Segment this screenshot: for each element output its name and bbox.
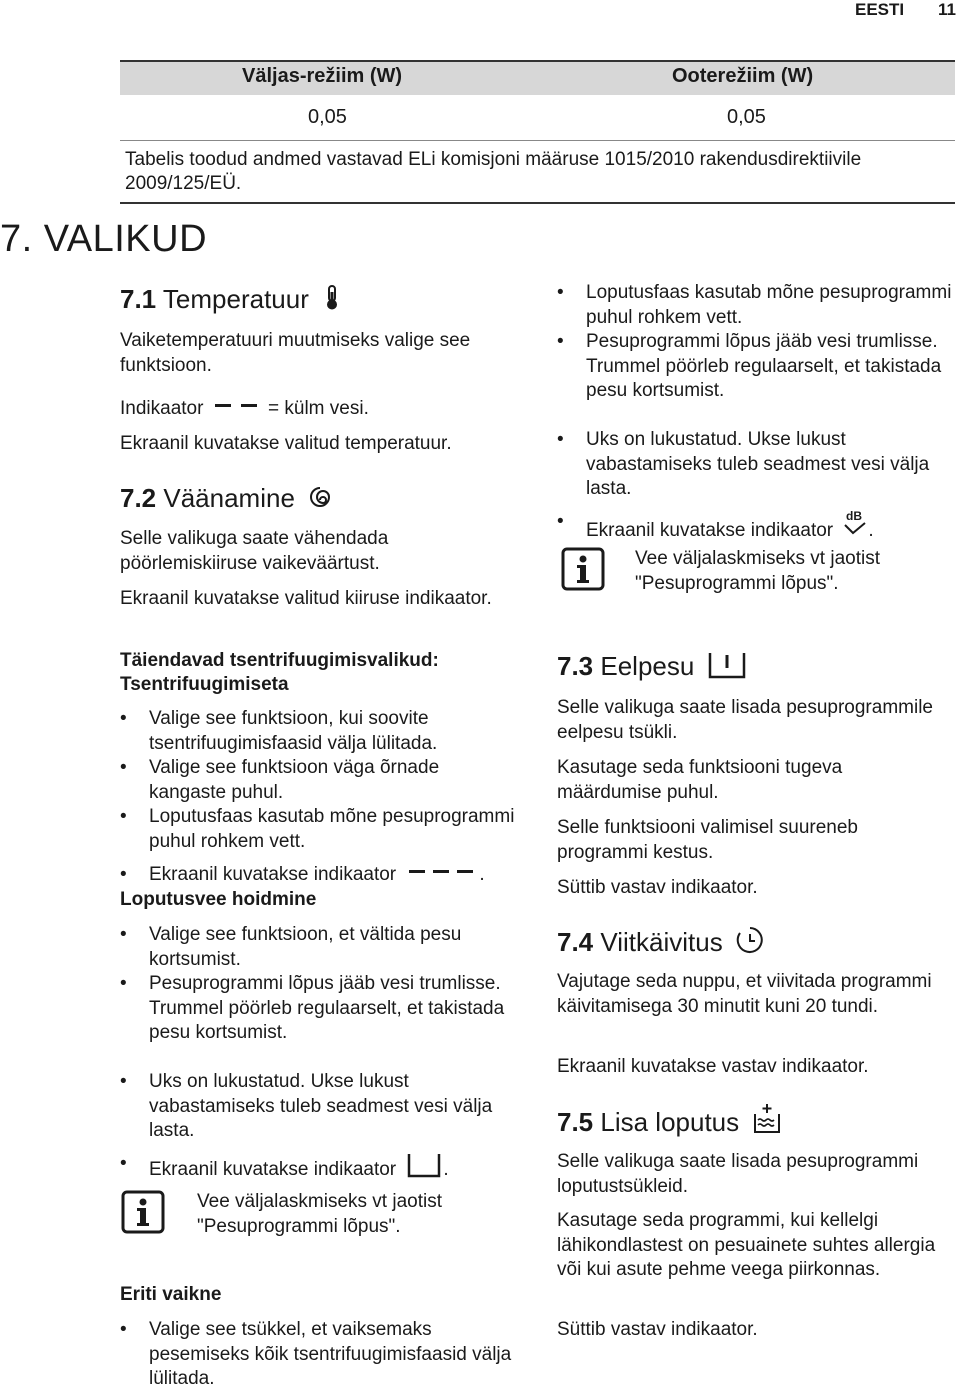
prewash-text-3: Selle funktsiooni valimisel suureneb programmi kestus. <box>557 817 858 863</box>
heading-number: 7.2 <box>120 483 157 513</box>
list-item: • Loputusfaas kasutab mõne pesuprogrammi puhul rohkem vett. <box>120 806 515 852</box>
heading-number: 7.1 <box>120 284 157 314</box>
cold-water-label: = külm vesi. <box>268 398 369 419</box>
heading-temperature <box>120 284 342 314</box>
prewash-text-4: Süttib vastav indikaator. <box>557 877 758 898</box>
heading-text: Lisa loputus <box>593 1107 740 1137</box>
dash-dash-indicator-icon <box>213 402 259 412</box>
heading-delay-start <box>557 926 764 957</box>
extra-rinse-text-3: Süttib vastav indikaator. <box>557 1319 758 1340</box>
heading-text: Eelpesu <box>593 651 695 681</box>
list-item: • Valige see funktsioon, kui soovite tsentrifuugimisfaasid välja lülitada. <box>120 708 438 754</box>
list-item: • Uks on lukustatud. Ukse lukust vabastamiseks tuleb seadmest vesi välja lasta. <box>120 1071 493 1141</box>
info-note-2: Vee väljalaskmiseks vt jaotist "Pesuprogrammi lõpus". <box>635 548 880 594</box>
table-row-rule <box>120 140 955 141</box>
extra-spin-options-heading: Täiendavad tsentrifuugimisvalikud: <box>120 650 439 671</box>
list-item: • Valige see funktsioon, et vältida pesu kortsumist. <box>120 924 462 970</box>
extra-quiet-indicator-icon <box>842 510 868 538</box>
table-bottom-rule <box>120 202 955 204</box>
prewash-text-2: Kasutage seda funktsiooni tugeva määrdumise puhul. <box>557 757 843 803</box>
rinse-hold-indicator-icon <box>407 1152 441 1178</box>
spin-text-2: Ekraanil kuvatakse valitud kiiruse indikaator. <box>120 588 492 609</box>
list-item: • Ekraanil kuvatakse indikaator dB . <box>557 509 874 541</box>
heading-number: 7.3 <box>557 651 594 681</box>
spin-text-1: Selle valikuga saate vähendada pöörlemiskiiruse vaikeväärtust. <box>120 528 389 574</box>
heading-text: Temperatuur <box>156 284 309 314</box>
list-item: • Uks on lukustatud. Ukse lukust vabastamiseks tuleb seadmest vesi välja lasta. <box>557 429 930 499</box>
no-spin-heading: Tsentrifuugimiseta <box>120 674 289 695</box>
svg-text:dB: dB <box>846 509 863 523</box>
list-item: • Valige see tsükkel, et vaiksemaks pesemiseks kõik tsentrifuugimisfaasid välja lülitada. <box>120 1319 512 1389</box>
temperature-text-2 <box>120 397 520 422</box>
header-page-number: 11 <box>938 0 956 19</box>
prewash-icon <box>708 651 748 679</box>
extra-rinse-text-2: Kasutage seda programmi, kui kellelgi lähikondlastest on pesuainete suhtes allergia või kui asute pehme veega piirkonnas. <box>557 1210 936 1280</box>
header-language: EESTI <box>855 0 905 19</box>
clock-icon <box>736 926 764 954</box>
list-item: • Pesuprogrammi lõpus jääb vesi trumlisse. Trummel pöörleb regulaarselt, et takistada pesu kortsumist. <box>120 973 505 1043</box>
table-cell-off-mode: 0,05 <box>308 106 347 128</box>
table-cell-standby-mode: 0,05 <box>727 106 766 128</box>
table-header-standby-mode: Ooterežiim (W) <box>672 65 814 87</box>
extra-quiet-heading: Eriti vaikne <box>120 1284 222 1305</box>
info-icon <box>121 1190 165 1234</box>
heading-spin <box>120 483 332 513</box>
heading-number: 7.5 <box>557 1107 594 1137</box>
temperature-text-3: Ekraanil kuvatakse valitud temperatuur. <box>120 433 452 454</box>
thermometer-icon <box>322 285 342 311</box>
info-icon <box>561 547 605 591</box>
list-item: • Valige see funktsioon väga õrnade kangaste puhul. <box>120 757 440 803</box>
heading-text: Viitkäivitus <box>593 927 723 957</box>
section-title: 7. VALIKUD <box>0 218 208 260</box>
table-note: Tabelis toodud andmed vastavad ELi komisjoni määruse 1015/2010 rakendusdirektiivile 2009/125/EÜ. <box>125 149 862 194</box>
extra-rinse-icon <box>752 1104 782 1134</box>
extra-rinse-text-1: Selle valikuga saate lisada pesuprogrammi loputustsükleid. <box>557 1151 919 1197</box>
temperature-text-1: Vaiketemperatuuri muutmiseks valige see funktsioon. <box>120 330 471 376</box>
info-note-1: Vee väljalaskmiseks vt jaotist "Pesuprogrammi lõpus". <box>197 1191 442 1237</box>
prewash-text-1: Selle valikuga saate lisada pesuprogrammile eelpesu tsükli. <box>557 697 933 743</box>
triple-dash-indicator-icon <box>407 868 477 878</box>
list-item: • Ekraanil kuvatakse indikaator . <box>120 864 485 885</box>
table-header-off-mode: Väljas-režiim (W) <box>242 65 403 87</box>
list-item: • Ekraanil kuvatakse indikaator . <box>120 1153 449 1180</box>
heading-extra-rinse <box>557 1104 782 1137</box>
list-item: • Pesuprogrammi lõpus jääb vesi trumlisse. Trummel pöörleb regulaarselt, et takistada pesu kortsumist. <box>557 331 942 401</box>
list-item: • Loputusfaas kasutab mõne pesuprogrammi puhul rohkem vett. <box>557 282 952 328</box>
spin-icon <box>308 485 332 509</box>
rinse-hold-heading: Loputusvee hoidmine <box>120 889 317 910</box>
power-table <box>120 60 955 204</box>
delay-start-text-1: Vajutage seda nuppu, et viivitada programmi käivitamisega 30 minutit kuni 20 tundi. <box>557 971 932 1017</box>
heading-number: 7.4 <box>557 927 594 957</box>
delay-start-text-2: Ekraanil kuvatakse vastav indikaator. <box>557 1056 869 1077</box>
table-top-rule <box>120 60 955 62</box>
heading-text: Väänamine <box>156 483 295 513</box>
heading-prewash <box>557 651 748 681</box>
indicator-label: Indikaator <box>120 398 204 419</box>
